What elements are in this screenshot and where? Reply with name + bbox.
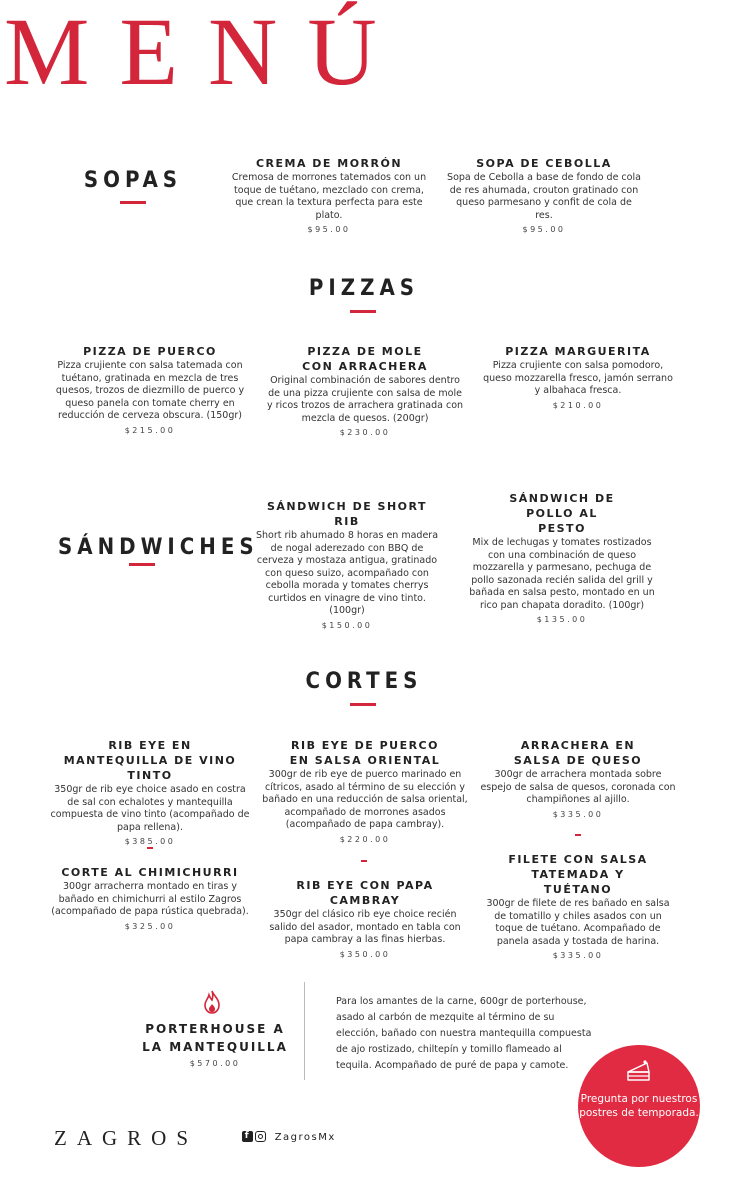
item-price: $210.00 xyxy=(552,400,604,410)
cake-slice-icon xyxy=(625,1059,653,1085)
section-heading-cortes: CORTES xyxy=(305,669,423,694)
menu-item xyxy=(48,738,252,846)
item-name: PIZZA DE MOLE CON ARRACHERA xyxy=(302,345,428,373)
section-heading-pizzas: PIZZAS xyxy=(308,276,420,301)
section-rule xyxy=(350,310,376,313)
item-name: SOPA DE CEBOLLA xyxy=(476,157,612,170)
menu-title: MENÚ xyxy=(4,0,407,105)
item-price: $335.00 xyxy=(552,809,604,819)
menu-item xyxy=(262,878,468,959)
item-price: $335.00 xyxy=(552,951,604,960)
special-item xyxy=(140,1020,290,1068)
item-description: Original combinación de sabores dentro de una pizza crujiente con salsa de mole y ricos trozos de arrachera gratinada con mezcla de quesos. (200gr) xyxy=(266,375,464,424)
special-description: Para los amantes de la carne, 600gr de porterhouse, asado al carbón de mezquite al término de su elección, bañado con nuestra mantequilla compuesta de ajo rostizado, chiltepín y tomillo flameado al tequila. Acompañado de puré de papa y camote. xyxy=(336,996,592,1071)
item-description: Sopa de Cebolla a base de fondo de cola de res ahumada, crouton gratinado con queso parmesano y confit de cola de res. xyxy=(447,172,641,221)
item-description: 300gr arracherra montado en tiras y bañado en chimichurri al estilo Zagros (acompañado de papa rústica quebrada). xyxy=(51,881,249,917)
item-name: FILETE CON SALSA TATEMADA Y TUÉTANO xyxy=(508,853,648,896)
item-description: 300gr de arrachera montada sobre espejo de salsa de quesos, coronada con champiñones al ajillo. xyxy=(480,769,676,805)
item-name: PIZZA DE PUERCO xyxy=(83,345,217,358)
item-separator xyxy=(147,847,153,849)
social-handle: ZagrosMx xyxy=(274,1131,336,1143)
item-price: $215.00 xyxy=(124,425,176,435)
item-separator xyxy=(575,834,581,836)
item-price: $325.00 xyxy=(124,921,176,931)
item-description: Pizza crujiente con salsa pomodoro, queso mozzarella fresco, jamón serrano y albahaca fresca. xyxy=(483,360,673,396)
item-name: RIB EYE CON PAPA CAMBRAY xyxy=(296,879,434,907)
item-separator xyxy=(361,860,367,862)
flame-icon xyxy=(202,990,222,1014)
section-rule xyxy=(129,563,155,566)
section-heading-sopas: SOPAS xyxy=(83,168,183,193)
instagram-icon[interactable] xyxy=(255,1131,266,1142)
facebook-icon[interactable]: f xyxy=(242,1131,253,1142)
section-rule xyxy=(350,703,376,706)
item-price: $95.00 xyxy=(307,225,351,234)
menu-item xyxy=(52,344,248,435)
item-description: Pizza crujiente con salsa tatemada con tuétano, gratinada en mezcla de tres quesos, trozos de diezmillo de puerco y queso panela con tomate cherry en reducción de cerveza obscura. (150gr) xyxy=(55,360,245,421)
item-name: RIB EYE DE PUERCO EN SALSA ORIENTAL xyxy=(289,739,441,767)
item-price: $220.00 xyxy=(339,834,391,844)
item-name: ARRACHERA EN SALSA DE QUESO xyxy=(513,739,643,767)
menu-item xyxy=(480,344,676,410)
item-price: $385.00 xyxy=(124,837,176,846)
menu-item xyxy=(48,865,252,931)
item-price: $135.00 xyxy=(536,615,588,624)
item-name: RIB EYE EN MANTEQUILLA DE VINO TINTO xyxy=(63,739,237,782)
vertical-divider xyxy=(304,982,305,1080)
brand-logo: ZAGROS xyxy=(54,1126,199,1150)
item-name: CORTE AL CHIMICHURRI xyxy=(61,866,239,879)
item-price: $570.00 xyxy=(189,1059,241,1068)
menu-item xyxy=(480,852,676,960)
menu-item xyxy=(266,344,464,437)
section-rule xyxy=(120,201,146,204)
item-name: SÁNDWICH DE POLLO AL PESTO xyxy=(509,492,615,535)
menu-item xyxy=(262,738,468,844)
item-description: 350gr del clásico rib eye choice recién salido del asador, montado en tabla con papa cambray a las finas hierbas. xyxy=(269,909,461,945)
item-description: 350gr de rib eye choice asado en costra de sal con echalotes y mantequilla compuesta de vino tinto (acompañado de papa rellena). xyxy=(50,784,250,833)
item-price: $230.00 xyxy=(339,428,391,437)
item-description: Mix de lechugas y tomates rostizados con una combinación de queso mozzarella y parmesano, pechuga de pollo sazonada recién salida del grill y bañada en salsa pesto, montado en un rico pan chapata doradito. (100gr) xyxy=(469,537,655,611)
item-price: $150.00 xyxy=(321,620,373,630)
item-description: Short rib ahumado 8 horas en madera de nogal aderezado con BBQ de cerveza y mostaza antigua, gratinado con queso suizo, acompañado con cebolla morada y tomates cherrys curtidos en vinagre de vino tinto. (100gr) xyxy=(255,530,439,616)
item-name: PIZZA MARGUERITA xyxy=(505,345,651,358)
item-description: 300gr de rib eye de puerco marinado en cítricos, asado al término de su elección y bañado en una reducción de salsa oriental, acompañado de morrones asados (acompañado de papa cambray). xyxy=(262,769,468,830)
menu-item xyxy=(224,156,434,234)
item-price: $95.00 xyxy=(522,225,566,234)
item-name: SÁNDWICH DE SHORT RIB xyxy=(266,500,428,528)
dessert-badge-text: Pregunta por nuestros postres de temporada. xyxy=(579,1093,699,1119)
item-description: 300gr de filete de res bañado en salsa de tomatillo y chiles asados con un toque de tuétano. Acompañado de panela asada y tostada de harina. xyxy=(486,898,670,947)
item-name: PORTERHOUSE A LA MANTEQUILLA xyxy=(142,1022,288,1054)
item-description: Cremosa de morrones tatemados con un toque de tuétano, mezclado con crema, que crean la textura perfecta para este plato. xyxy=(231,172,427,221)
menu-item xyxy=(480,738,676,819)
section-heading-sandwiches: SÁNDWICHES xyxy=(58,535,259,560)
social-links xyxy=(242,1131,336,1143)
item-price: $350.00 xyxy=(339,949,391,959)
item-name: CREMA DE MORRÓN xyxy=(255,157,403,170)
dessert-badge xyxy=(578,1045,700,1167)
menu-item xyxy=(446,156,642,234)
menu-item xyxy=(464,491,660,624)
menu-item xyxy=(252,499,442,630)
